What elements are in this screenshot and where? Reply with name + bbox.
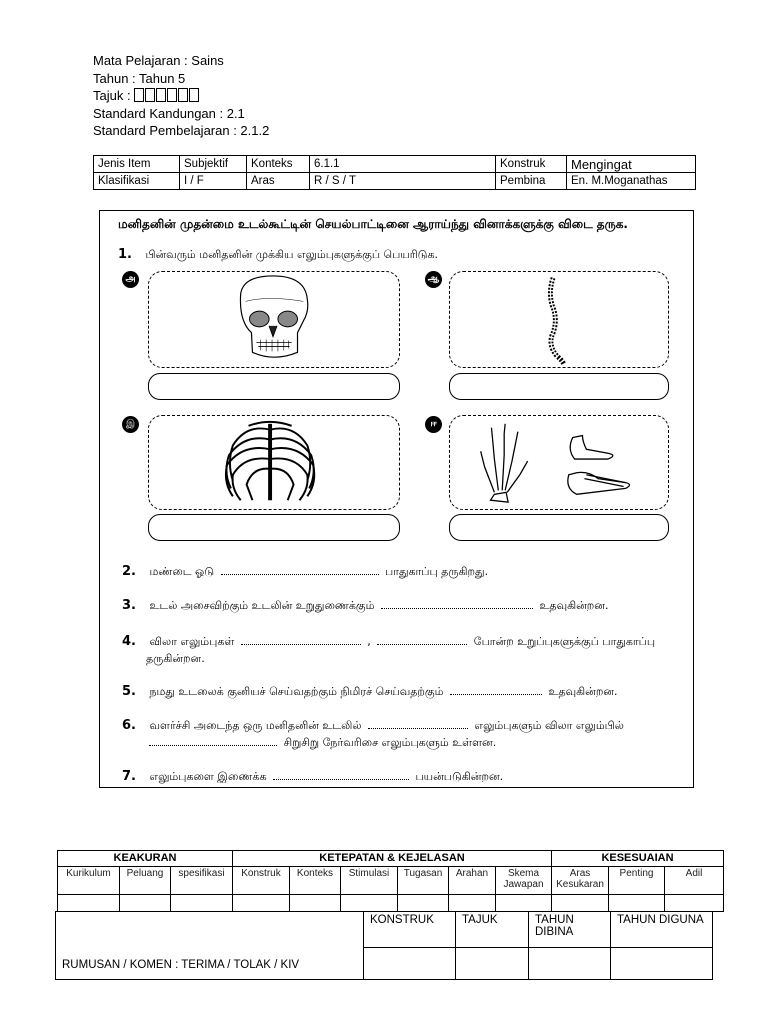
cell-konteks: Konteks [247,156,310,173]
question-text: பயன்படுகின்றன. [415,770,504,783]
score-cell[interactable] [290,895,341,912]
skull-image-box [148,271,400,368]
remark-cell[interactable] [456,948,529,980]
answer-blank[interactable] [241,633,361,645]
column-header: Skema Jawapan [496,867,552,895]
question-5 [122,683,618,700]
label-badge-ii: ஈ [425,416,442,433]
cell-konstruk: Konstruk [496,156,567,173]
question-text: நமது உடலைக் குனியச் செய்வதற்கும் நிமிரச் செய்வதற்கும் [149,685,444,698]
answer-box-aa[interactable] [449,373,669,400]
column-konstruk: KONSTRUK [364,912,456,948]
question-text: எலும்புகளும் விலா எலும்பில் [474,719,624,732]
table-row [58,867,724,895]
remark-table [55,911,713,980]
score-cell[interactable] [552,895,609,912]
question-text: மண்டை ஓடு [149,565,215,578]
cell-subjektif: Subjektif [180,156,247,173]
subject-line: Mata Pelajaran : Sains [93,53,224,68]
cell-klasifikasi: Klasifikasi [94,173,180,190]
column-header: Stimulasi [341,867,398,895]
table-row [58,851,724,867]
spine-icon [450,272,668,367]
question-4 [122,633,655,667]
spine-image-box [449,271,669,368]
label-badge-aa: ஆ [425,271,442,288]
cell-pembina: Pembina [496,173,567,190]
worksheet-instruction: மனிதனின் முதன்மை உடல்கூட்டின் செயல்பாட்டினை ஆராய்ந்து வினாக்களுக்கு விடை தருக. [118,217,628,231]
title-line [93,87,269,105]
question-6 [122,717,624,751]
question-2 [122,563,488,580]
question-number: 6. [122,718,136,733]
column-tahun-dibina: TAHUN DIBINA [529,912,611,948]
question-text: வளர்ச்சி அடைந்த ஒரு மனிதனின் உடலில் [149,719,362,732]
question-text: சிறுசிறு நேர்வரிசை எலும்புகளும் உள்ளன. [283,736,497,749]
column-header: spesifikasi [171,867,233,895]
table-row [56,912,713,948]
cell-pembina-value: En. M.Moganathas [567,173,696,190]
column-tajuk: TAJUK [456,912,529,948]
question-number: 7. [122,769,136,784]
learning-standard-line: Standard Pembelajaran : 2.1.2 [93,123,270,138]
question-1 [118,247,438,263]
question-text: பின்வரும் மனிதனின் முக்கிய எலும்புகளுக்குப் பெயரிடுக. [145,248,438,261]
column-header: Peluang [120,867,171,895]
score-cell[interactable] [233,895,290,912]
missing-glyph-icon [134,88,200,103]
score-cell[interactable] [609,895,665,912]
question-text: உதவுகின்றன. [539,599,609,612]
column-header: Arahan [449,867,496,895]
score-cell[interactable] [665,895,724,912]
table-row [94,173,696,190]
column-header: Konstruk [233,867,290,895]
column-header: Konteks [290,867,341,895]
question-text: , [367,635,371,648]
cell-aras: Aras [247,173,310,190]
cell-konteks-value: 6.1.1 [310,156,496,173]
question-text: எலும்புகளை இணைக்க [149,770,267,783]
skull-icon [149,272,399,367]
answer-blank[interactable] [221,563,379,575]
answer-blank[interactable] [149,734,277,746]
item-info-table [93,155,696,190]
score-cell[interactable] [496,895,552,912]
question-number: 3. [122,598,136,613]
cell-aras-value: R / S / T [310,173,496,190]
content-standard-line: Standard Kandungan : 2.1 [93,105,245,121]
score-cell[interactable] [449,895,496,912]
answer-blank[interactable] [381,597,533,609]
answer-box-a[interactable] [148,373,400,400]
question-text: போன்ற உறுப்புகளுக்குப் பாதுகாப்பு [473,635,656,648]
year-line: Tahun : Tahun 5 [93,70,186,86]
table-row [94,156,696,173]
score-cell[interactable] [171,895,233,912]
group-kesesuaian: KESESUAIAN [552,851,724,867]
cell-jenis-item: Jenis Item [94,156,180,173]
score-cell[interactable] [398,895,449,912]
question-number: 5. [122,684,136,699]
score-cell[interactable] [341,895,398,912]
question-3 [122,597,608,614]
question-number: 1. [118,247,132,262]
column-tahun-diguna: TAHUN DIGUNA [611,912,713,948]
answer-box-i[interactable] [148,514,400,541]
worksheet-panel [99,210,694,788]
hand-foot-bones-icon [450,416,668,509]
hand-foot-image-box [449,415,669,510]
column-header: Kurikulum [58,867,120,895]
question-number: 2. [122,564,136,579]
cell-klasifikasi-value: I / F [180,173,247,190]
document-header [93,52,269,140]
answer-blank[interactable] [273,768,409,780]
ribcage-image-box [148,415,400,510]
score-cell[interactable] [120,895,171,912]
answer-blank[interactable] [450,683,542,695]
label-badge-i: இ [122,416,139,433]
remark-cell[interactable] [529,948,611,980]
answer-box-ii[interactable] [449,514,669,541]
column-header: Adil [665,867,724,895]
evaluation-table [57,850,724,912]
group-ketepatan: KETEPATAN & KEJELASAN [233,851,552,867]
title-label: Tajuk : [93,88,131,103]
question-number: 4. [122,634,136,649]
column-header: Tugasan [398,867,449,895]
question-text: தருகின்றன. [146,652,205,665]
answer-blank[interactable] [377,633,467,645]
answer-blank[interactable] [368,717,468,729]
score-cell[interactable] [58,895,120,912]
question-text: உதவுகின்றன. [548,685,618,698]
group-keakuran: KEAKURAN [58,851,233,867]
table-row [58,895,724,912]
remark-label: RUMUSAN / KOMEN : TERIMA / TOLAK / KIV [56,912,364,980]
column-header: Aras Kesukaran [552,867,609,895]
question-text: விலா எலும்புகள் [149,635,235,648]
question-text: பாதுகாப்பு தருகிறது. [385,565,489,578]
label-badge-a: அ [122,271,139,288]
question-text: உடல் அசைவிற்கும் உடலின் உறுதுணைக்கும் [149,599,375,612]
remark-cell[interactable] [364,948,456,980]
column-header: Penting [609,867,665,895]
ribcage-icon [149,416,399,509]
cell-konstruk-value: Mengingat [567,156,696,173]
remark-cell[interactable] [611,948,713,980]
question-7 [122,768,503,785]
